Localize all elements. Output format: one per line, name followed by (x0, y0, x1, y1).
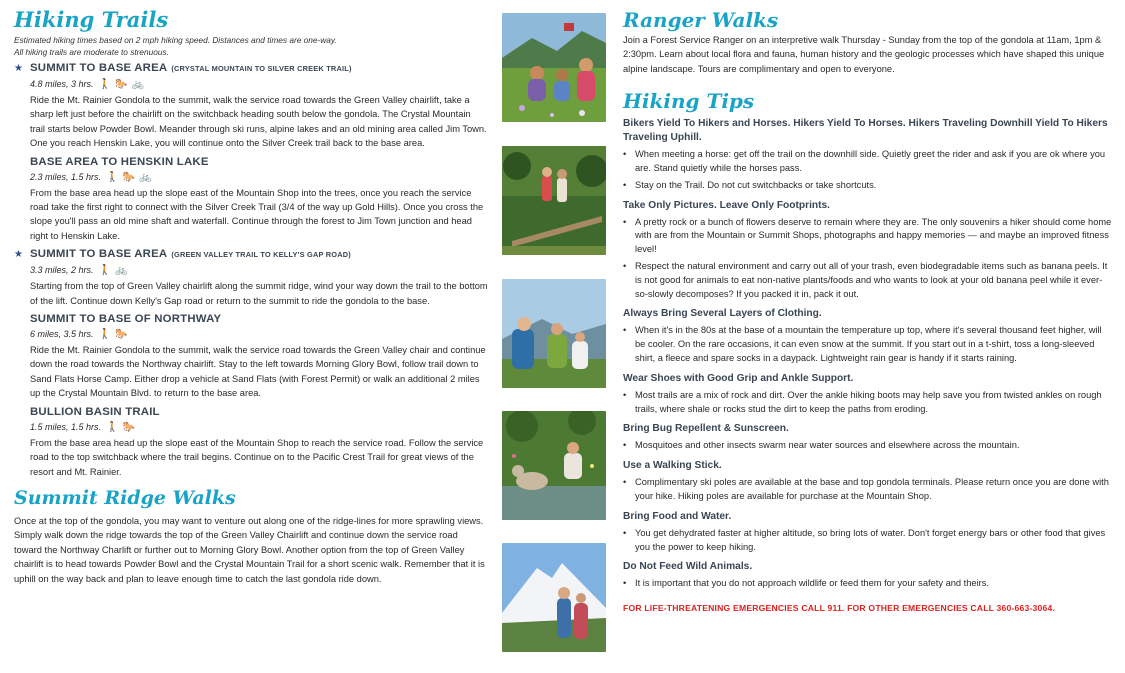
trail-title (14, 247, 488, 262)
trail-name: SUMMIT TO BASE AREA (30, 248, 168, 261)
trail-distance-time: 4.8 miles, 3 hrs. (30, 79, 94, 89)
tip-section (623, 307, 1113, 365)
trail-subtitle: (CRYSTAL MOUNTAIN TO SILVER CREEK TRAIL) (171, 64, 352, 73)
trail-title (14, 61, 488, 76)
hiker-icon: 🚶 (98, 265, 111, 277)
bullet-icon: • (623, 149, 627, 160)
trail-meta (30, 78, 488, 91)
photo-family-meadow (502, 13, 606, 122)
star-icon: ★ (14, 63, 24, 74)
bullet-icon: • (623, 389, 627, 400)
hiking-tips-title: Hiking Tips (623, 89, 755, 114)
trail-name: SUMMIT TO BASE OF NORTHWAY (30, 313, 222, 326)
tip-bullet (623, 216, 1113, 257)
tip-bullet (623, 527, 1113, 555)
trail-activity-icons (99, 78, 144, 91)
photo-kids-backpacks (502, 279, 606, 388)
horse-icon: 🐎 (122, 421, 135, 433)
horse-icon: 🐎 (114, 329, 128, 341)
tip-section (623, 199, 1113, 302)
ranger-walks-text: Join a Forest Service Ranger on an interpretive walk Thursday - Sunday from the top of the gondola at 11am, 1pm & 2:30pm. Learn about local flora and fauna, human history and the geologic processes which have shaped this unique alpine landscape. Tours are complimentary and open to everyone. (623, 35, 1105, 74)
trail-base-to-henskin (30, 155, 488, 244)
trail-activity-icons (99, 264, 128, 277)
photo-mount-rainier-couple (502, 543, 606, 652)
bike-icon: 🚲 (114, 265, 128, 277)
trail-meta (30, 171, 488, 184)
tip-heading: Always Bring Several Layers of Clothing. (623, 308, 822, 320)
trail-bullion-basin (30, 405, 488, 479)
bullet-icon: • (623, 527, 627, 538)
hiking-trails-intro (14, 35, 488, 58)
tip-section (623, 510, 1113, 555)
trail-meta (30, 328, 488, 341)
summit-ridge-title: Summit Ridge Walks (14, 486, 236, 509)
tip-text: It is important that you do not approach wildlife or feed them for your safety and theirs. (635, 578, 989, 589)
trail-distance-time: 3.3 miles, 2 hrs. (30, 265, 94, 276)
trail-meta (30, 264, 488, 277)
hiker-icon: 🚶 (98, 329, 111, 341)
photo-hikers-bridge (502, 146, 606, 255)
hiker-icon: 🚶 (98, 79, 111, 90)
bullet-icon: • (623, 477, 627, 488)
tip-heading: Take Only Pictures. Leave Only Footprints. (623, 199, 831, 211)
trail-description: From the base area head up the slope east of the Mountain Shop to reach the service road. Follow the service road to the top switchback where the trail begins. Continue on to the Pacific Crest Trail for great views of the resort and Mt. Rainier. (30, 437, 484, 477)
bullet-icon: • (623, 440, 627, 451)
tip-bullet (623, 148, 1113, 176)
tip-heading: Do Not Feed Wild Animals. (623, 561, 753, 573)
trail-name: BULLION BASIN TRAIL (30, 405, 160, 418)
bike-icon: 🚲 (131, 79, 144, 90)
tip-bullet (623, 260, 1113, 301)
emergency-notice: FOR LIFE-THREATENING EMERGENCIES CALL 911. FOR OTHER EMERGENCIES CALL 360-663-3064. (623, 603, 1056, 614)
tip-heading: Bring Food and Water. (623, 510, 732, 522)
trail-name: SUMMIT TO BASE AREA (30, 62, 168, 74)
trail-description: Ride the Mt. Rainier Gondola to the summit, walk the service road towards the Green Valley chairlift, take a sharp left just before the chairlift on the switchback heading south below the gondola. The Crystal Mountain trail starts below Powder Bowl. Meander through ski runs, alpine lakes and an old mining area called Jim Town. One you reach Henskin Lake, you will continue onto the Silver Creek trail back to the base area. (30, 95, 487, 149)
right-column (623, 0, 1113, 613)
tip-text: Most trails are a mix of rock and dirt. Over the ankle hiking boots may help save you from twisted ankles on rough trails, where shale or rocks stud the dirt to keep the paths from eroding. (635, 389, 1102, 414)
trail-activity-icons (106, 171, 151, 184)
tip-text: Mosquitoes and other insects swarm near water sources and elsewhere across the mountain. (635, 440, 1020, 451)
tip-bullet (623, 577, 1113, 591)
trail-activity-icons (106, 421, 135, 434)
tip-heading: Use a Walking Stick. (623, 460, 722, 472)
tip-text: Respect the natural environment and carry out all of your trash, even biodegradable items such as banana peels. It is not good for animals to eat non-native plants/foods and who wants to look at your old banana peel while it ever-so-slowly decomposes? If you packed it in, pack it out. (635, 261, 1108, 299)
hiker-icon: 🚶 (106, 421, 119, 433)
trail-title (30, 405, 488, 419)
tip-section (623, 422, 1113, 453)
trail-description: From the base area head up the slope east of the Mountain Shop into the trees, once you reach the service road take the first right to connect with the Silver Creek Trail (3/4 of the way up Gold Hills). Once you cross the slope you'll pass an old mine shaft and waterfall. Continue through the forest to Jim Town junction and head right to Henskin Lake. (30, 187, 484, 241)
tip-heading: Bikers Yield To Hikers and Horses. Hikers Yield To Horses. Hikers Traveling Downhill Yield To Hikers Traveling Uphill. (623, 118, 1108, 144)
trail-title (30, 312, 488, 326)
ranger-walks-title: Ranger Walks (623, 8, 779, 32)
tip-bullet (623, 179, 1113, 193)
trail-description: Ride the Mt. Rainier Gondola to the summit, walk the service road towards the Green Valley chair and continue down the road towards the Northway chairlift. Stay to the left towards Morning Glory Bowl, follow trail down to Sand Flats Horse Camp. Either drop a vehicle at Sand Flats (with Forest Permit) or walk an additional 2 miles up the Crystal Mountain Blvd. to return to the base area. (30, 345, 486, 399)
trail-distance-time: 1.5 miles, 1.5 hrs. (30, 421, 102, 432)
left-column (14, 0, 488, 586)
horse-icon: 🐎 (114, 79, 128, 90)
trail-summit-to-northway (30, 312, 488, 401)
bullet-icon: • (623, 325, 627, 336)
bike-icon: 🚲 (138, 171, 152, 183)
tip-section (623, 372, 1113, 417)
intro-line-1: Estimated hiking times based on 2 mph hiking speed. Distances and times are one-way. (14, 35, 337, 45)
tip-heading: Bring Bug Repellent & Sunscreen. (623, 423, 789, 435)
tip-heading: Wear Shoes with Good Grip and Ankle Support. (623, 372, 854, 384)
horse-icon: 🐎 (122, 171, 135, 183)
trail-summit-to-base-green-valley (14, 247, 488, 308)
bullet-icon: • (623, 216, 627, 227)
hiker-icon: 🚶 (106, 171, 119, 183)
tip-text: When meeting a horse: get off the trail on the downhill side. Quietly greet the rider and ask if you are ok where you are. Stand quietly while the horses pass. (635, 149, 1106, 174)
tip-section (623, 459, 1113, 504)
intro-line-2: All hiking trails are moderate to strenuous. (14, 46, 169, 57)
star-icon: ★ (14, 249, 24, 261)
trail-title (30, 155, 488, 169)
tip-text: You get dehydrated faster at higher altitude, so bring lots of water. Don't forget energy bars or other food that gives you the power to keep hiking. (635, 527, 1106, 552)
tip-section (623, 560, 1113, 591)
tip-bullet (623, 389, 1113, 417)
tip-text: Complimentary ski poles are available at the base and top gondola terminals. Please return once you are done with your hike. Hiking poles are available for purchase at the Mountain Shop. (635, 477, 1109, 501)
trail-summit-to-base-crystal (14, 61, 488, 151)
trail-name: BASE AREA TO HENSKIN LAKE (30, 155, 209, 168)
tip-text: When it's in the 80s at the base of a mountain the temperature up top, where it's several thousand feet higher, will be cooler. On the rare occasions, it can even snow at the summit. If you start out in a t-shirt, toss a long-sleeved shirt, a fleece and spare socks in a daypack. Lightweight rain gear is handy if it starts raining. (635, 325, 1102, 363)
tip-text: A pretty rock or a bunch of flowers deserve to remain where they are. The only souvenirs a hiker should come home with are from the Mountain or Summit Shops, photographs and happy memories — and maybe an improved fitness level! (635, 216, 1112, 255)
tip-bullet (623, 476, 1113, 504)
tip-bullet (623, 439, 1113, 453)
tip-section (623, 117, 1113, 192)
trail-meta (30, 421, 488, 434)
tip-text: Stay on the Trail. Do not cut switchbacks or take shortcuts. (635, 179, 877, 190)
hiking-trails-title: Hiking Trails (14, 7, 169, 32)
trail-description: Starting from the top of Green Valley chairlift along the summit ridge, wind your way down the trail to the bottom of the lift. Continue down Kelly's Gap road or return to the summit to ride the gondola to the base. (30, 281, 488, 306)
photo-dog-stream (502, 411, 606, 520)
summit-ridge-text: Once at the top of the gondola, you may want to venture out along one of the ridge-lines for more sprawling views. Simply walk down the ridge towards the top of the Green Valley Chairlift and continue down the service road toward the Northway Charlift or further out to Morning Glory Bowl. Another option from the top of Green Valley chairlift is to head towards Powder Bowl and the Crystal Mountain Trail for a short scenic walk. Remember that it is uphill on the way back and plan to leave enough time to catch the last gondola ride down. (14, 515, 485, 584)
bullet-icon: • (623, 578, 627, 589)
tip-bullet (623, 324, 1113, 365)
trail-distance-time: 6 miles, 3.5 hrs. (30, 329, 94, 340)
trail-distance-time: 2.3 miles, 1.5 hrs. (30, 171, 102, 182)
trail-activity-icons (99, 328, 128, 341)
trail-subtitle: (GREEN VALLEY TRAIL TO KELLY'S GAP ROAD) (171, 250, 351, 260)
bullet-icon: • (623, 261, 627, 271)
bullet-icon: • (623, 179, 627, 190)
